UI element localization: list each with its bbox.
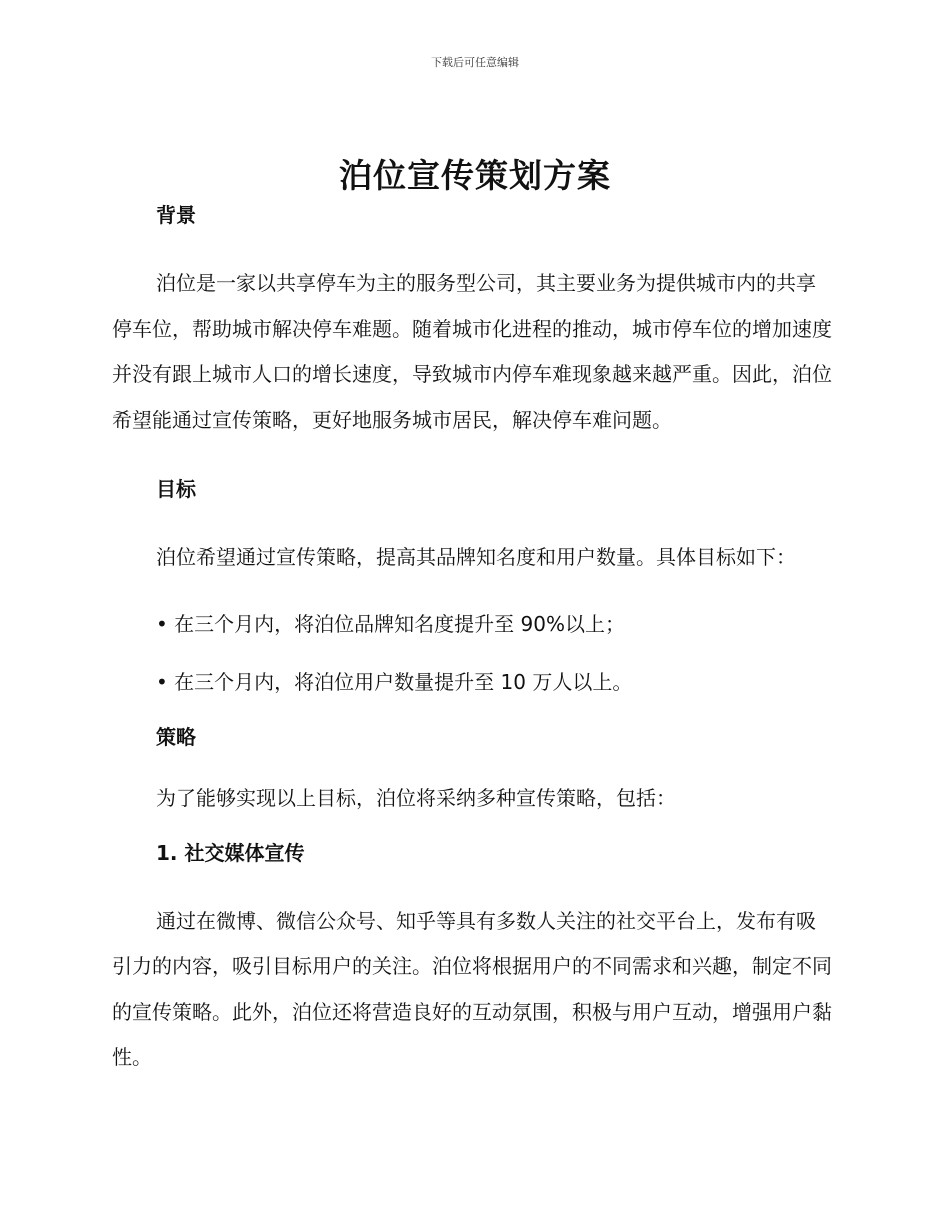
paragraph-strategy-intro: 为了能够实现以上目标，泊位将采纳多种宣传策略，包括： — [156, 785, 676, 810]
heading-goals: 目标 — [156, 477, 196, 501]
heading-social-media: 1. 社交媒体宣传 — [156, 840, 305, 865]
heading-background: 背景 — [156, 203, 196, 227]
document-body — [112, 203, 832, 1091]
header-note: 下载后可任意编辑 — [431, 56, 519, 69]
paragraph-background: 泊位是一家以共享停车为主的服务型公司，其主要业务为提供城市内的共享停车位，帮助城市解决停车难题。随着城市化进程的推动，城市停车位的增加速度并没有跟上城市人口的增长速度，导致城市内停车难现象越来越严重。因此，泊位希望能通过宣传策略，更好地服务城市居民，解决停车难问题。 — [112, 271, 832, 432]
goal-item-user-count: • 在三个月内，将泊位用户数量提升至 10 万人以上。 — [156, 669, 633, 694]
heading-strategy: 策略 — [156, 724, 196, 749]
paragraph-goals: 泊位希望通过宣传策略，提高其品牌知名度和用户数量。具体目标如下： — [156, 545, 796, 569]
document-title: 泊位宣传策划方案 — [339, 156, 611, 195]
paragraph-social-media: 通过在微博、微信公众号、知乎等具有多数人关注的社交平台上，发布有吸引力的内容，吸引目标用户的关注。泊位将根据用户的不同需求和兴趣，制定不同的宣传策略。此外，泊位还将营造良好的互动氛围，积极与用户互动，增强用户黏性。 — [112, 908, 832, 1069]
goal-item-brand-awareness: • 在三个月内，将泊位品牌知名度提升至 90%以上； — [156, 611, 625, 636]
